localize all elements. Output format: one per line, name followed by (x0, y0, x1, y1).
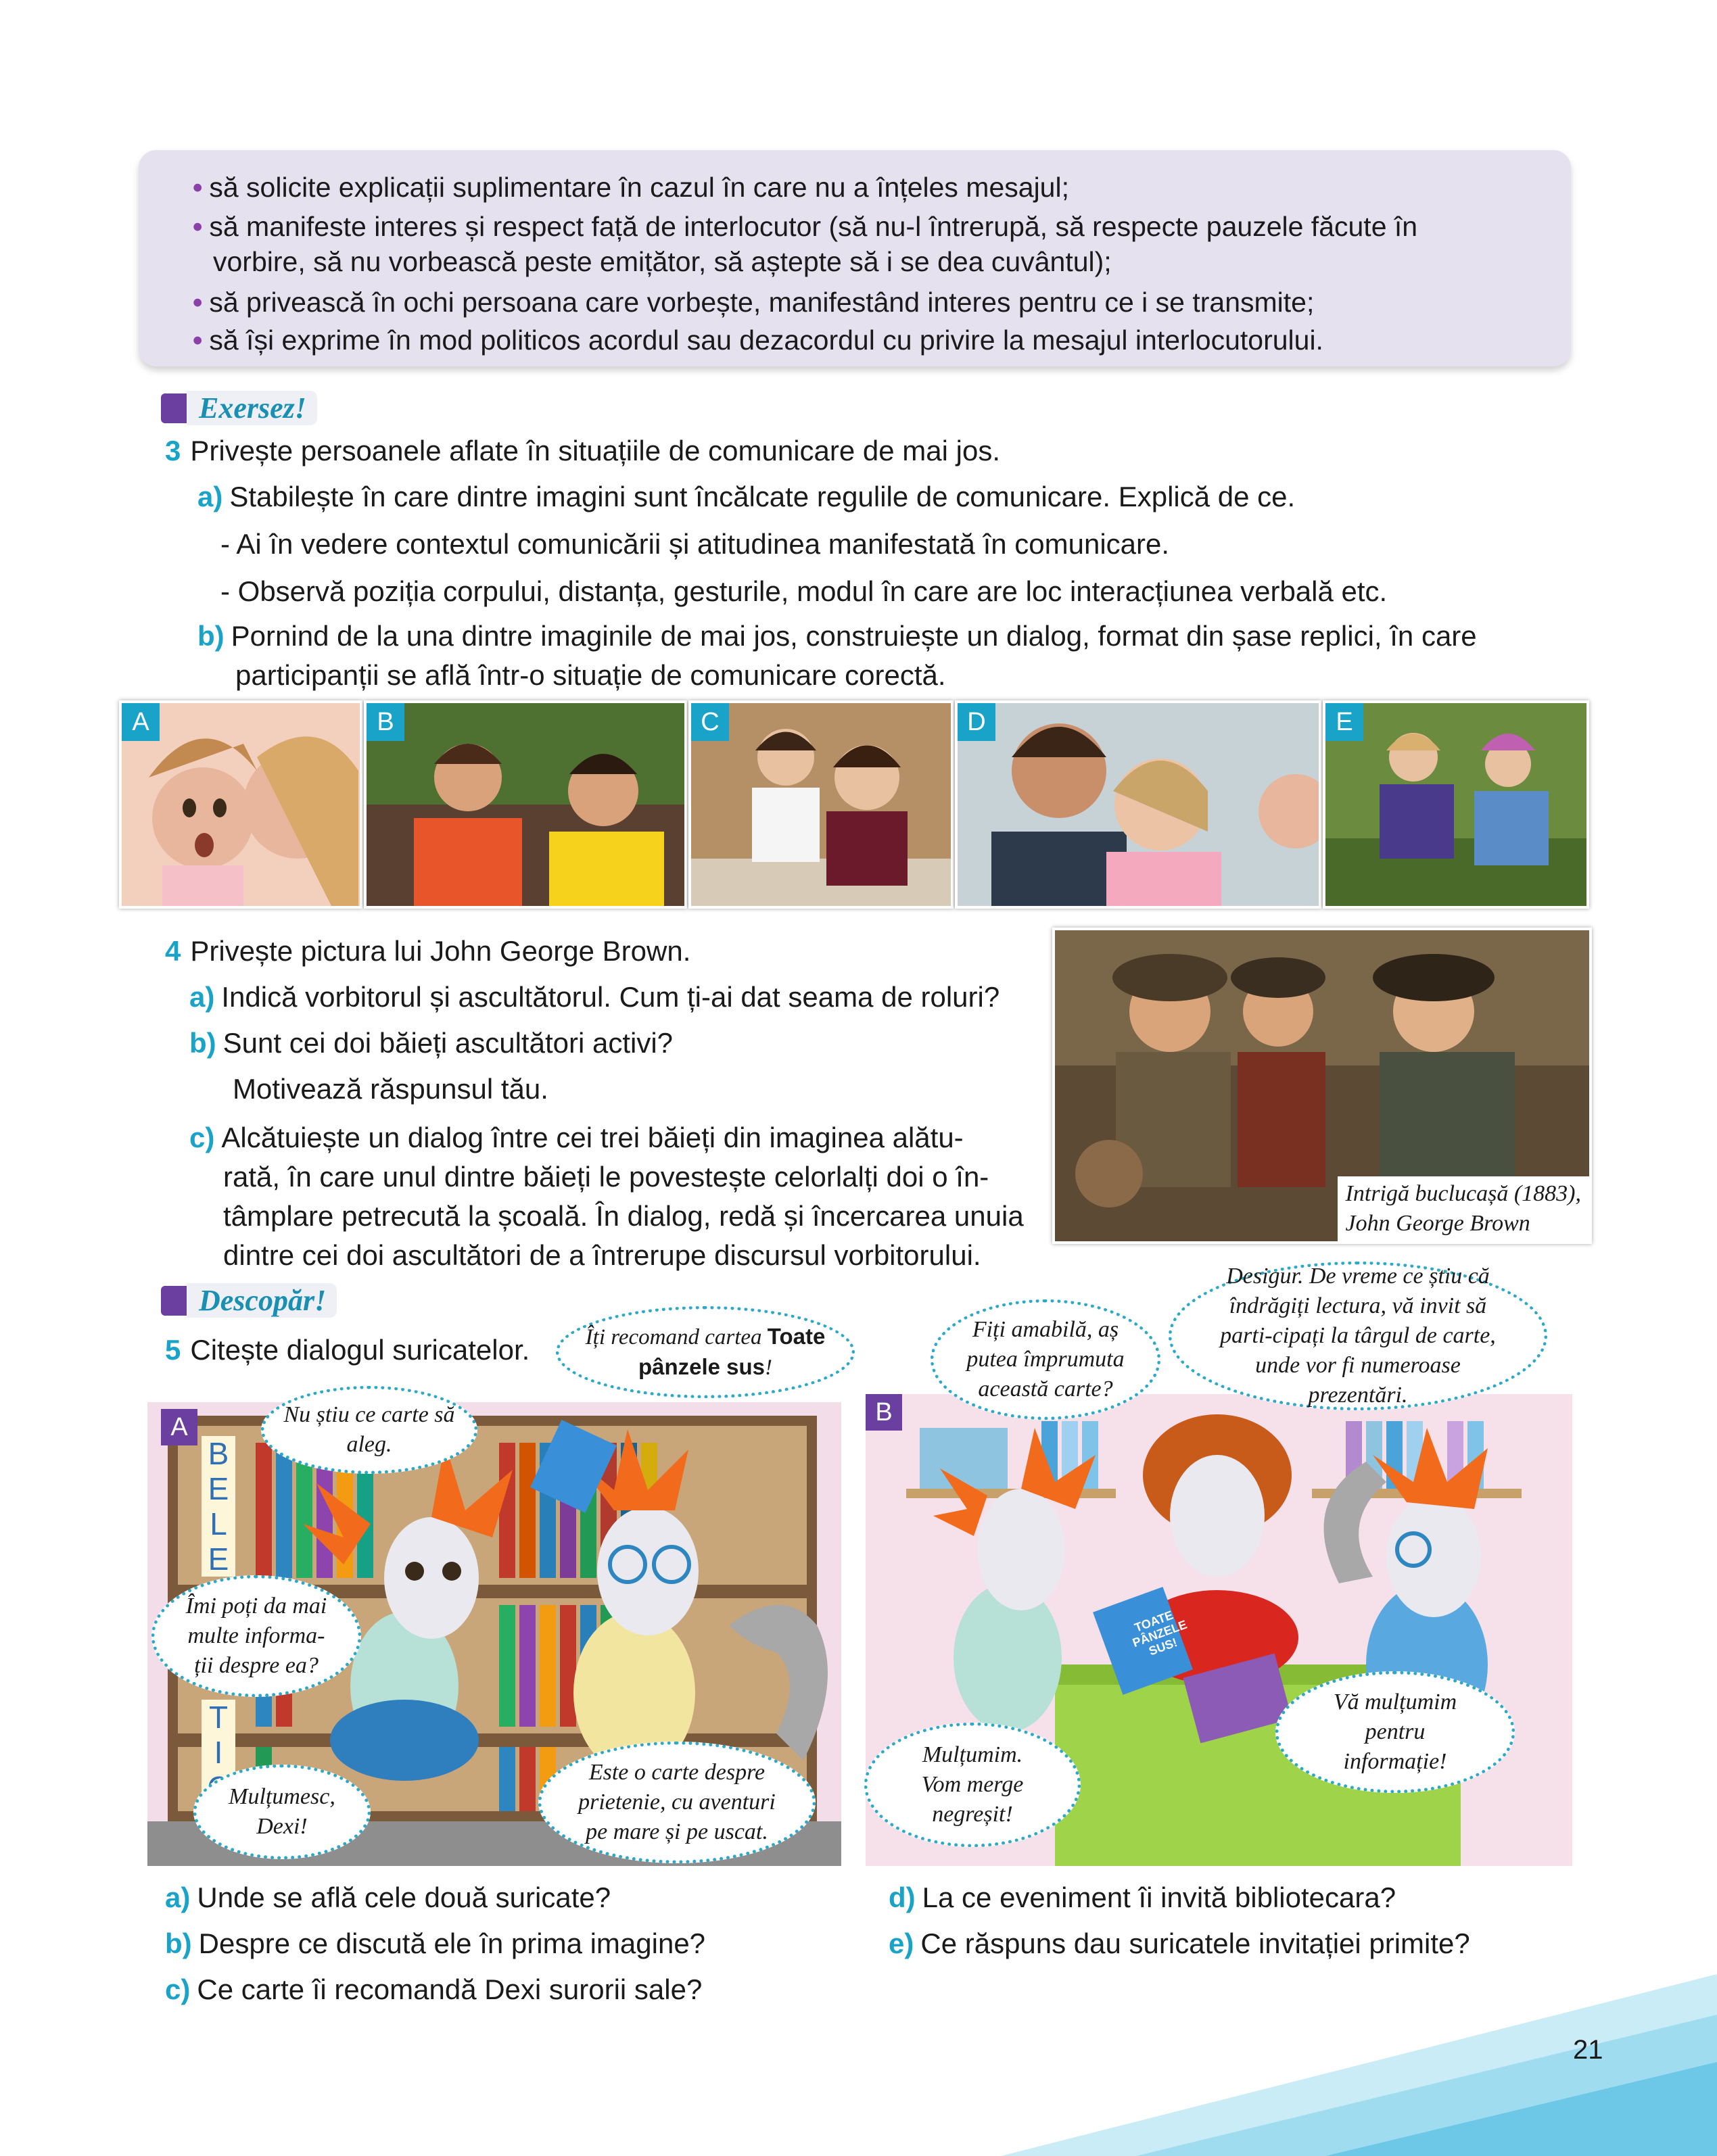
photo-e (1323, 700, 1589, 909)
question-4b-cont: Motivează răspunsul tău. (233, 1073, 548, 1105)
photo-tag: B (367, 703, 404, 741)
hint-2: - Observă poziția corpului, distanța, gesturile, modul în care are loc interacțiunea verbală etc. (220, 575, 1388, 607)
photo-d (955, 700, 1321, 909)
page-number: 21 (1573, 2035, 1603, 2065)
question-3: 3 Privește persoanele aflate în situațiile de comunicare de mai jos. (165, 435, 1000, 466)
hint-1: - Ai în vedere contextul comunicării și atitudinea manifestată în comunicare. (220, 528, 1170, 560)
question-5e: e) Ce răspuns dau suricatele invitației primite? (889, 1927, 1470, 1959)
speech-bubble-recommend: Îți recomand cartea Toate pânzele sus! (556, 1306, 855, 1398)
question-4c-line: rată, în care unul dintre băieți le povestește celorlalți doi o în- (223, 1161, 989, 1193)
rule-item: • să solicite explicații suplimentare în cazul în care nu a înțeles mesajul; (193, 172, 1069, 203)
speech-bubble: Mulțumesc, Dexi! (193, 1765, 371, 1859)
question-5c: c) Ce carte îi recomandă Dexi surorii sale? (165, 1973, 703, 2005)
panel-tag: A (161, 1409, 197, 1445)
speech-bubble: Mulțumim. Vom merge negreșit! (864, 1723, 1081, 1847)
rule-item: • să privească în ochi persoana care vorbește, manifestând interes pentru ce i se transmite; (193, 287, 1315, 318)
exersez-heading (161, 391, 317, 425)
photo-b (364, 700, 687, 909)
rule-item-continuation: vorbire, să nu vorbească peste emițător, să aștepte să i se dea cuvântul); (213, 246, 1112, 277)
question-3b-cont: participanții se află într-o situație de comunicare corectă. (235, 659, 946, 691)
speech-bubble: Îmi poți da mai multe informa-ții despre ea? (151, 1575, 361, 1697)
question-4c: c) Alcătuiește un dialog între cei trei băieți din imaginea alătu- (189, 1122, 964, 1153)
question-5: 5 Citește dialogul suricatelor. (165, 1334, 530, 1366)
question-4: 4 Privește pictura lui John George Brown. (165, 935, 691, 967)
photo-tag: C (691, 703, 729, 741)
shelf-sign-lower: T I (202, 1700, 235, 1805)
section-label: Descopăr! (187, 1283, 337, 1318)
question-3b: b) Pornind de la una dintre imaginile de mai jos, construiește un dialog, format din șase replici, în care (197, 620, 1477, 652)
photo-c (688, 700, 954, 909)
painting-caption: Intrigă buclucașă (1883), John George Brown (1338, 1176, 1589, 1241)
question-4a: a) Indică vorbitorul și ascultătorul. Cum ți-ai dat seama de roluri? (189, 981, 1000, 1013)
speech-bubble: Fiți amabilă, aș putea împrumuta această carte? (931, 1299, 1160, 1420)
panel-tag: B (866, 1394, 902, 1431)
photo-tag: A (122, 703, 160, 741)
rule-item: • să manifeste interes și respect față de interlocutor (să nu-l întrerupă, să respecte pauzele făcute în (193, 211, 1418, 242)
descopar-heading (161, 1283, 337, 1318)
section-label: Exersez! (187, 391, 317, 425)
question-4c-line: dintre cei doi ascultători de a întrerupe discursul vorbitorului. (223, 1239, 981, 1271)
book-title: TOATE PÂNZELE SUS! (1130, 1608, 1189, 1658)
painting-intriga-buclucasa (1052, 928, 1592, 1244)
speech-bubble: Vă mulțumim pentru informație! (1275, 1671, 1515, 1793)
question-5b: b) Despre ce discută ele în prima imagine? (165, 1927, 706, 1959)
shelf-sign: B E L E (202, 1436, 235, 1577)
question-5d: d) La ce eveniment îi invită bibliotecara? (889, 1882, 1396, 1913)
photo-tag: D (958, 703, 995, 741)
question-4c-line: tâmplare petrecută la școală. În dialog, redă și încercarea unuia (223, 1200, 1024, 1232)
photo-a (119, 700, 362, 909)
speech-bubble-invitation: Desigur. De vreme ce știu că îndrăgiți lectura, vă invit să parti-cipați la târgul de carte, unde vor fi numeroase prezentări. (1169, 1262, 1547, 1410)
question-5a: a) Unde se află cele două suricate? (165, 1882, 611, 1913)
question-4b: b) Sunt cei doi băieți ascultători activi? (189, 1027, 674, 1059)
question-3a: a) Stabilește în care dintre imagini sunt încălcate regulile de comunicare. Explică de ce. (197, 481, 1296, 512)
photo-tag: E (1325, 703, 1363, 741)
speech-bubble: Nu știu ce carte să aleg. (261, 1386, 477, 1474)
corner-decoration (1001, 1961, 1717, 2156)
communication-rules-box (139, 150, 1571, 366)
rule-item: • să își exprime în mod politicos acordul sau dezacordul cu privire la mesajul interlocutorului. (193, 325, 1323, 356)
speech-bubble: Este o carte despre prietenie, cu aventuri pe mare și pe uscat. (538, 1742, 816, 1863)
